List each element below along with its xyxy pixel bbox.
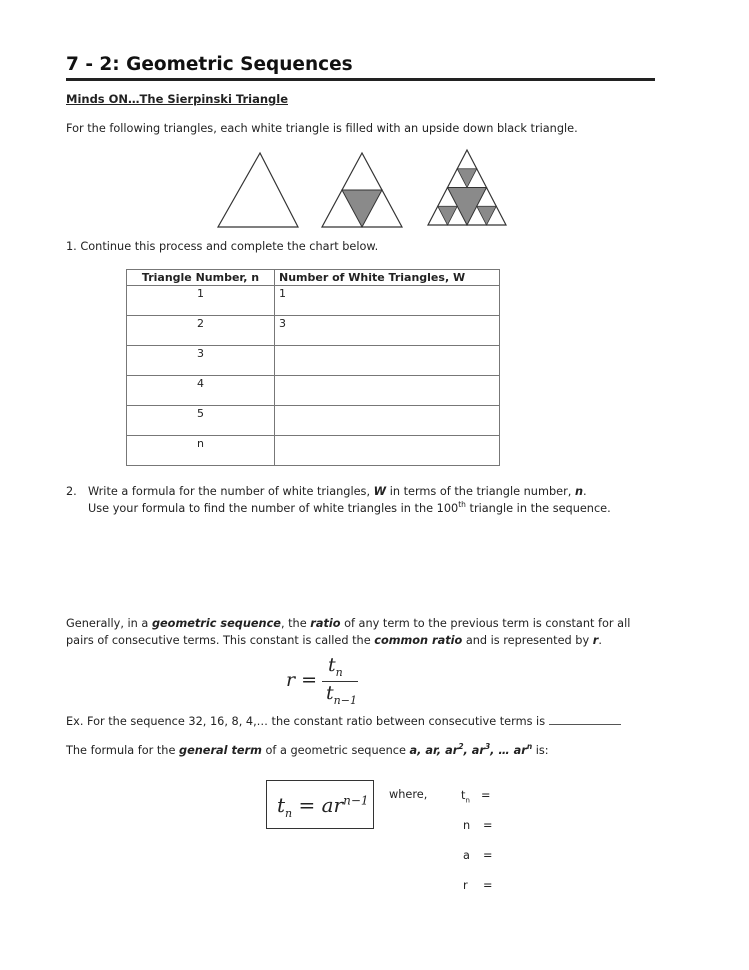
general-term-statement [66, 742, 549, 759]
definition-a [463, 849, 492, 862]
answer-blank[interactable] [549, 713, 621, 725]
section-heading: Minds ON…The Sierpinski Triangle [66, 92, 288, 106]
text-run: of any term to the previous term is constant for all [340, 617, 631, 630]
term-common-ratio: common ratio [374, 634, 463, 647]
term-ratio: ratio [310, 617, 341, 630]
subscript: n [335, 665, 343, 679]
subscript: n−1 [333, 693, 357, 707]
geometric-sequence-definition [66, 615, 630, 649]
general-term-formula-box [266, 780, 374, 829]
question-2 [66, 483, 611, 517]
equals-sign: = [483, 879, 493, 892]
variable-r: r [592, 634, 599, 647]
text-run: . [598, 634, 602, 647]
superscript: 3 [484, 742, 491, 752]
question-1: 1. Continue this process and complete the chart below. [66, 240, 379, 253]
definition-n [463, 819, 492, 832]
table-row [127, 316, 500, 346]
term-general-term: general term [179, 744, 262, 757]
subscript: n [465, 796, 470, 805]
chart-header-row [127, 270, 500, 286]
intro-text: For the following triangles, each white triangle is filled with an upside down black triangle. [66, 122, 578, 135]
common-ratio-formula [286, 654, 376, 712]
title-divider [66, 78, 655, 81]
text-run: t [277, 793, 286, 817]
ratio-denominator [326, 682, 357, 707]
sequence-text: , ar [463, 744, 485, 757]
variable-symbol: t [461, 789, 466, 802]
cell-n: 5 [127, 406, 275, 436]
equals-sign: = [481, 789, 491, 802]
example-question [66, 713, 621, 730]
cell-n: 3 [127, 346, 275, 376]
table-row [127, 286, 500, 316]
cell-w[interactable]: 1 [275, 286, 500, 316]
variable-symbol: n [463, 819, 471, 832]
variable-symbol: r [463, 879, 468, 892]
question-2-number: 2. [66, 485, 77, 498]
cell-w[interactable] [275, 376, 500, 406]
table-row [127, 376, 500, 406]
superscript: th [458, 500, 466, 510]
sierpinski-stage-1 [218, 153, 298, 227]
definition-line-2 [66, 632, 630, 649]
cell-n: 4 [127, 376, 275, 406]
text-run: = ar [292, 793, 344, 817]
column-header-triangle-number: Triangle Number, n [127, 270, 275, 286]
ratio-numerator [328, 654, 343, 679]
superscript: n [526, 742, 533, 752]
table-row [127, 436, 500, 466]
text-run: in terms of the triangle number, [386, 485, 575, 498]
ratio-lhs: r = [286, 669, 318, 691]
text-run: Generally, in a [66, 617, 152, 630]
example-text: Ex. For the sequence 32, 16, 8, 4,… the constant ratio between consecutive terms is [66, 715, 546, 728]
question-2-line-1 [66, 483, 611, 500]
text-run: . [582, 485, 587, 498]
text-run: t [328, 654, 336, 676]
sierpinski-stage-2 [322, 153, 402, 227]
cell-n: n [127, 436, 275, 466]
sequence-text: a, ar, ar [409, 744, 459, 757]
definition-tn [461, 789, 490, 804]
text-run: The formula for the [66, 744, 180, 757]
cell-w[interactable]: 3 [275, 316, 500, 346]
exponent: n−1 [343, 793, 369, 808]
text-run: pairs of consecutive terms. This constant is called the [66, 634, 375, 647]
variable-symbol: a [463, 849, 470, 862]
text-run: of a geometric sequence [261, 744, 410, 757]
cell-w[interactable] [275, 436, 500, 466]
table-row [127, 346, 500, 376]
variable-w: W [373, 485, 387, 498]
cell-w[interactable] [275, 406, 500, 436]
sequence-text: , … ar [490, 744, 527, 757]
text-run: , the [280, 617, 311, 630]
text-run: Write a formula for the number of white triangles, [88, 485, 374, 498]
term-geometric-sequence: geometric sequence [151, 617, 281, 630]
text-run: Use your formula to find the number of white triangles in the 100 [88, 502, 459, 515]
cell-w[interactable] [275, 346, 500, 376]
text-run: is: [532, 744, 549, 757]
where-label: where, [389, 788, 428, 801]
definition-r [463, 879, 492, 892]
cell-n: 1 [127, 286, 275, 316]
column-header-white-triangles: Number of White Triangles, W [275, 270, 500, 286]
text-run: triangle in the sequence. [465, 502, 611, 515]
general-term-formula [277, 793, 369, 820]
text-run: t [326, 682, 334, 704]
subscript: n [285, 807, 293, 820]
page-title: 7 - 2: Geometric Sequences [66, 54, 353, 75]
sierpinski-stage-3 [428, 150, 506, 225]
text-run: and is represented by [462, 634, 593, 647]
equals-sign: = [483, 819, 493, 832]
equals-sign: = [483, 849, 493, 862]
question-2-line-2 [66, 500, 611, 517]
table-row [127, 406, 500, 436]
cell-n: 2 [127, 316, 275, 346]
white-triangles-chart [126, 269, 500, 466]
sierpinski-figure [210, 145, 510, 235]
definition-line-1 [66, 615, 630, 632]
superscript: 2 [458, 742, 464, 752]
variable-n: n [574, 485, 583, 498]
